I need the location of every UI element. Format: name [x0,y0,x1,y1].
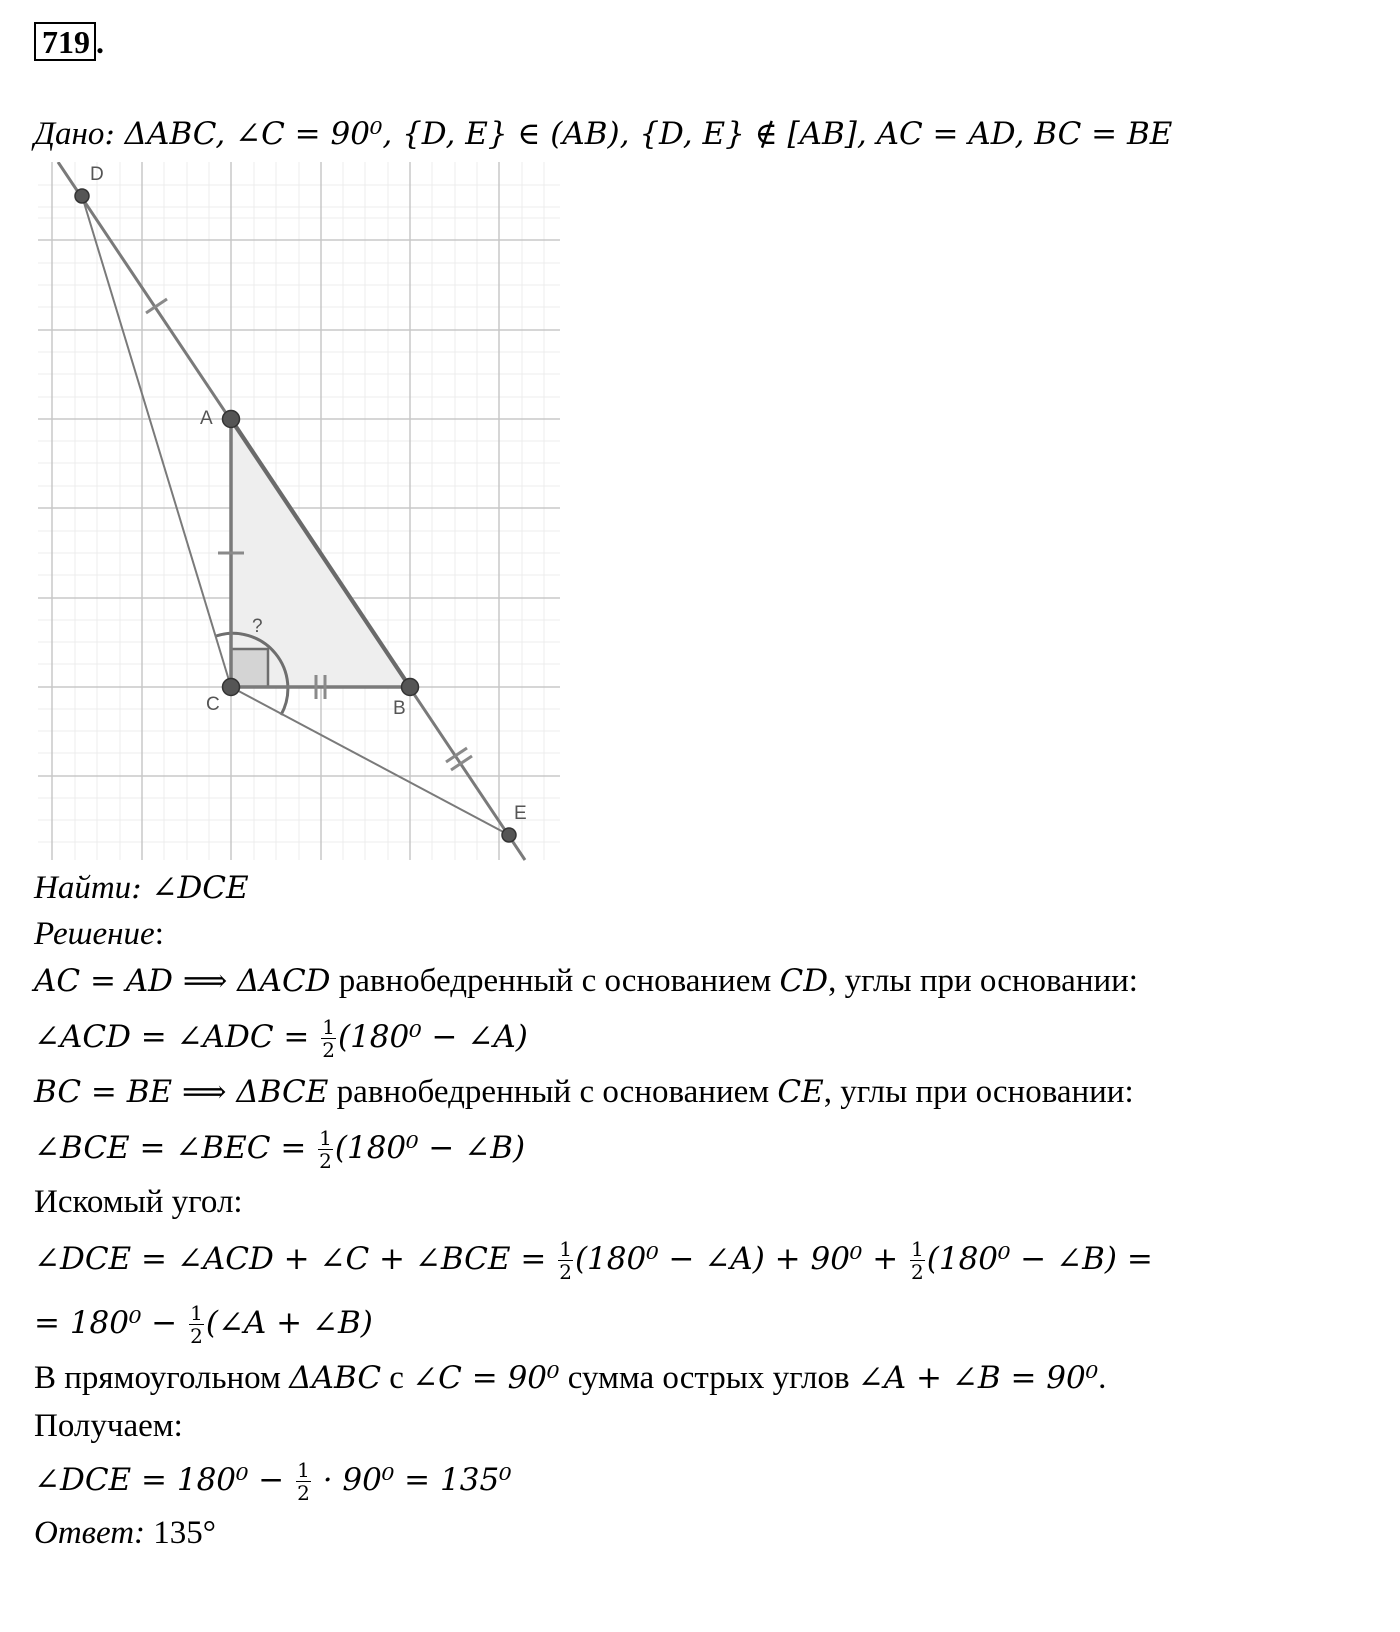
fraction-half: $\frac{1}{2}$ [319,1126,332,1173]
solution-line-2: ∠ACD = ∠ADC = $\frac{1}{2}$ (180⁰ − ∠A) [34,1015,528,1062]
find-label: Найти [34,870,132,906]
label-d: D [90,164,104,185]
fraction-half: $\frac{1}{2}$ [190,1301,203,1348]
solution-line-5: Искомый угол: [34,1184,243,1220]
label-a: A [200,408,213,429]
answer-line [34,1513,216,1553]
geometry-figure [38,162,563,862]
solution-line-7: = 180⁰ − $\frac{1}{2}$ (∠A + ∠B) [34,1301,373,1348]
solution-line-9: Получаем: [34,1408,183,1444]
given-statement: : ΔABC, ∠C = 90⁰, {D, E} ∈ (AB), {D, E} ∉ [AB], AC = AD, BC = BE [104,116,1173,152]
label-angle-unknown: ? [252,616,263,637]
fraction-half: $\frac{1}{2}$ [911,1237,924,1284]
label-b: B [393,698,406,719]
solution-label: Решение: [34,916,164,952]
find-value: : ∠DCE [131,870,249,906]
solution-line-4: ∠BCE = ∠BEC = $\frac{1}{2}$ (180⁰ − ∠B) [34,1126,526,1173]
given-line [34,114,1172,154]
grid [38,162,560,860]
fraction-half: $\frac{1}{2}$ [559,1237,572,1284]
label-c: C [206,694,220,715]
fraction-half: $\frac{1}{2}$ [322,1015,335,1062]
solution-line-6: ∠DCE = ∠ACD + ∠C + ∠BCE = $\frac{1}{2}$ (180⁰ − ∠A) + 90⁰ + $\frac{1}{2}$ (180⁰ − ∠B) = [34,1237,1153,1284]
problem-number: 719 . [34,22,104,61]
answer-label: Ответ: [34,1515,146,1551]
point-c [223,679,240,696]
problem-number-box: 719 [34,22,96,61]
point-b [402,679,419,696]
solution-line-8: В прямоугольном ΔABC с ∠C = 90⁰ сумма острых углов ∠A + ∠B = 90⁰. [34,1360,1107,1396]
fraction-half: $\frac{1}{2}$ [297,1458,310,1505]
solution-line-1: AC = AD ⟹ ΔACD равнобедренный с основанием CD, углы при основании: [34,963,1138,999]
solution-line-3: BC = BE ⟹ ΔBCE равнобедренный с основанием CE, углы при основании: [34,1074,1134,1110]
solution-line-10: ∠DCE = 180⁰ − $\frac{1}{2}$ · 90⁰ = 135⁰ [34,1458,512,1505]
given-label: Дано [34,116,105,152]
point-e [502,828,516,842]
point-a [223,411,240,428]
label-e: E [514,803,527,824]
find-line [34,868,249,908]
answer-value: 135° [145,1515,216,1551]
point-d [75,189,89,203]
